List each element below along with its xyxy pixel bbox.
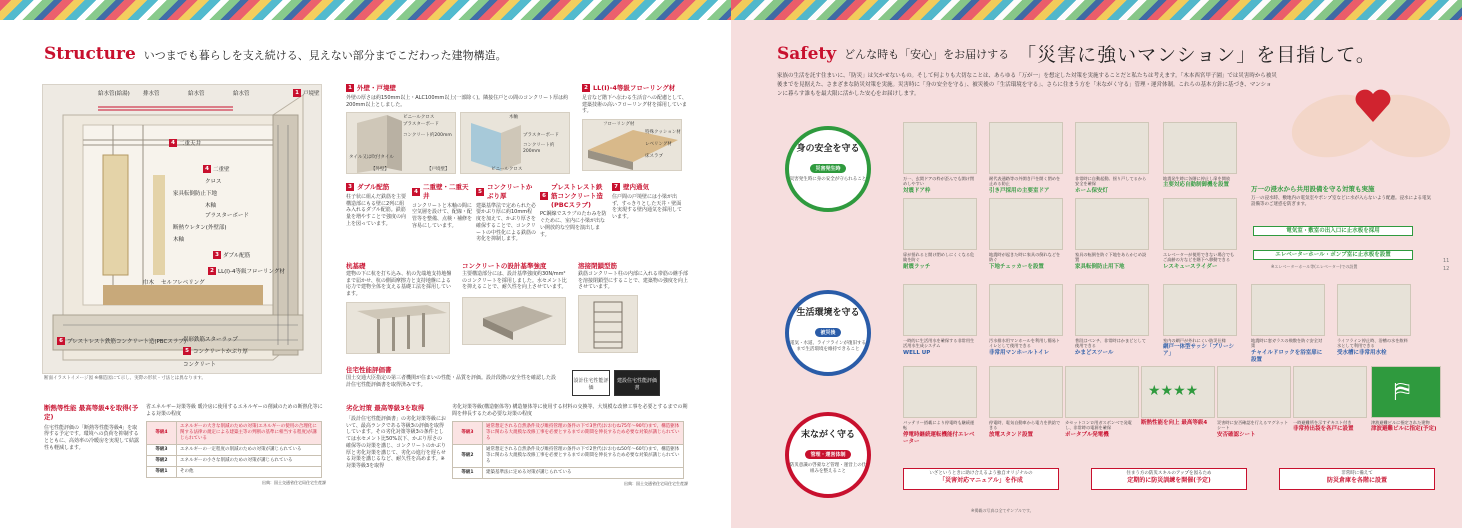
card-number: 7 [612, 183, 620, 191]
card-text: 建築基準法で定められた必要かぶり厚に約10mm程度を加えて、かぶり厚さを確保することで、コンクリートの中性化による鉄筋の劣化を抑制します。 [476, 202, 537, 243]
safety-item [1163, 198, 1237, 271]
deterioration-grade-card [346, 404, 446, 470]
flood-note: ※エレベーターホール等(エレベーター)での設置 [1271, 264, 1358, 269]
callout [161, 278, 205, 286]
item-photo [1217, 366, 1291, 418]
card-title: 外壁・戸境壁 [357, 84, 396, 92]
item-caption: 地震時が起きた時に家具の倒れなどを防ぐ [989, 252, 1061, 263]
item-photo [989, 198, 1063, 250]
table-row [453, 444, 684, 467]
item-photo [1251, 284, 1325, 336]
pile-foundation-title: 杭基礎 [346, 262, 366, 270]
item-name: 津波避難ビルに指定(予定) [1371, 426, 1437, 433]
item-name: 対震ドア枠 [903, 187, 931, 194]
hoop-diagram [578, 295, 638, 353]
item-photo [1163, 122, 1237, 174]
feature-card-double-rebar [346, 183, 408, 228]
insulation-grade-card [44, 404, 142, 452]
item-caption: 普段はベンチ、非常時はかまどとして使用できる [1075, 338, 1146, 349]
item-caption: カセットコンロ用ガスボンベで発電し、非常時の電源を確保 [1065, 420, 1132, 431]
energy-grade-table-block [146, 404, 326, 485]
item-caption: 万一、玄関ドアの枠が歪んでも開け閉めしやすい [903, 176, 975, 187]
callout-number: 5 [183, 347, 191, 355]
item-caption: 一時的に生活用水を確保する非常用生活用水生成システム [903, 338, 975, 349]
item-photo [989, 284, 1063, 336]
safety-item [1075, 122, 1149, 195]
item-caption: 非常時に自動起動。揺り戸してるから安全を確保 [1075, 176, 1147, 187]
item-name: チャイルドロックを浴室扉に設置 [1251, 349, 1323, 363]
item-name: 非常持出袋を各戸に設置 [1293, 426, 1354, 433]
callout-label: 家具転倒防止下地 [173, 191, 218, 197]
grade-desc-cell: その他 [177, 466, 322, 477]
partition-label: 木軸 [509, 115, 518, 121]
safety-item [1293, 366, 1367, 433]
circle-desc: 防災意識の啓蒙など管理・運営上の仕組みを整えること [789, 462, 867, 474]
card-number: 6 [540, 192, 548, 200]
feature-card-wall-ventilation [612, 183, 684, 221]
callout [183, 335, 238, 343]
wall-label: ビニールクロス [403, 115, 435, 121]
item-name: 受水槽に非常用水栓 [1337, 349, 1387, 356]
safety-item [989, 284, 1063, 357]
callout [143, 278, 154, 286]
wall-label: コンクリート約200mm [403, 133, 452, 139]
item-name: ポータブル発電機 [1065, 431, 1109, 438]
table-row [147, 455, 322, 466]
grade-cell: 等級4 [147, 421, 177, 444]
safety-item [1065, 366, 1139, 439]
flooring-label: レベリング材 [645, 142, 672, 148]
item-photo [903, 366, 977, 418]
callout-label: 戸境壁 [303, 91, 320, 97]
design-evaluation-seal: 設計住宅性能評価 [572, 370, 610, 396]
concrete-strength-card [462, 262, 570, 345]
disaster-manual-box [903, 468, 1059, 490]
feature-card-exterior-wall [346, 84, 576, 174]
callout-label: 給水管(給湯) [98, 91, 130, 97]
circle-badge: 災害発生時 [810, 164, 845, 173]
pile-foundation-card [346, 262, 454, 354]
item-photo [1075, 122, 1149, 174]
item-photo [1075, 284, 1149, 336]
safety-item [903, 366, 977, 446]
callout-label: 木軸 [205, 203, 217, 209]
pile-drawing [347, 303, 451, 355]
grade-cell: 等級3 [453, 421, 483, 444]
item-name: 断熱性能を向上 最高等級4 [1141, 420, 1208, 426]
insulation-grade-text: 住宅性能評価の「断熱等性能等級4」を取得する予定です。環境への負荷を抑制するとともに、高効率の冷暖房を実現して結露性も軽減します。 [44, 424, 140, 451]
safety-item [989, 122, 1063, 195]
grade-desc-cell: エネルギーの小さな削減のための対策が講じられている [177, 455, 322, 466]
safety-item [1075, 198, 1149, 271]
flooring-label: 床スラブ [645, 154, 663, 160]
callout-label: 二重天井 [179, 141, 202, 147]
box-line: 住まう方の防災スキルのアップを図るため [1126, 471, 1212, 476]
wall-label: 【外壁】 [371, 167, 389, 173]
circle-desc: 電気・水道、ライフラインが復旧するまで生活環境を維持できること [789, 340, 867, 352]
item-name: かまどスツール [1075, 349, 1114, 356]
card-text: 外壁の厚さは約150mm以上・ALC100mm以上(一部除く)。隣接住戸との間のコンクリート厚は約200mm以上としました。 [346, 94, 569, 108]
item-name: 放電スタンド設置 [989, 431, 1034, 438]
feature-card-double-wall [412, 183, 472, 230]
item-photo [1371, 366, 1441, 418]
item-photo [903, 198, 977, 250]
item-caption: 地震発生時に各階に停止し扉を開放 [1163, 176, 1231, 181]
item-name: ホーム保安灯 [1075, 187, 1109, 194]
item-caption: 停電時、電気自動車から電力を供給できる [989, 420, 1061, 431]
grade-desc-cell: 通常想定される自然条件及び維持管理の条件の下で3世代(おおむね75年〜90年)まで、構造躯体等に関わる大規模な改修工事を必要とするまでの期間を伸長するため必要な対策が講じられている [483, 421, 684, 444]
item-caption: 地震時に窓ガラスの飛散を防ぐ安全対策 [1251, 338, 1323, 349]
item-caption: 災害時に安否確認を行えるマグネットシート [1217, 420, 1289, 431]
item-photo [903, 122, 977, 174]
callout-label: 排水管 [143, 91, 160, 97]
box-bold: 「災害対応マニュアル」を作成 [939, 476, 1023, 484]
card-title: コンクリートかぶり厚 [487, 183, 533, 200]
deterioration-source: 出典：国土交通省住宅局住宅生産課 [624, 480, 688, 486]
callout-label: 異形鉄筋スターラップ [183, 337, 238, 343]
card-number: 4 [412, 188, 420, 196]
grade-cell: 等級1 [453, 467, 483, 478]
callout [57, 337, 186, 345]
closed-hoop-card [578, 262, 688, 353]
safety-intro: 家族の生活を託す住まいに、「防災」は欠かせないもの。そして何よりも大切なことは、あらゆる「万が一」を想定した対策を実施することだと私たちは考えます。「木本西宮甲子園」では災害時から被災後までを見据えた、さまざまな防災対策を実施。災害時に「身の安全を守る」、被災後の「生活環境を守る」、さらに住まう方を「末ながく守る」管理・運営体制。これらの基本方針に基づき、マンションに暮らす誰もを最大限に活かした安心をお届けします。 [777, 73, 1277, 97]
stars-icon: ★★★★ [1148, 383, 1199, 399]
callout-label: プラスターボード [205, 213, 249, 219]
item-photo [1337, 284, 1411, 336]
structure-title-jp: いつまでも暮らしを支え続ける、見えない部分までこだわった建物構造。 [143, 49, 507, 62]
circle-badge: 被災後 [815, 328, 840, 337]
deterioration-table-head: 劣化対策等級(構造躯体等) 構造躯体等に使用する材料の交換等、大規模な改修工事を必要とするまでの期間を伸長するため必要な対策の程度 [452, 404, 688, 417]
safety-item [1141, 366, 1215, 427]
item-caption: バッテリー搭載により停電時も継続運転 [903, 420, 975, 431]
table-row [147, 444, 322, 455]
page-right-safety [731, 0, 1462, 528]
circle-title: 生活環境を守る [796, 308, 860, 318]
illustration-note: 断面イラストイメージ図 ※構造図にて示し、実際の形状・寸法とは異なります。 [44, 376, 206, 381]
card-number: 2 [582, 84, 590, 92]
page-number: 11 [1443, 258, 1450, 264]
callout-label: クロス [205, 179, 222, 185]
callout [233, 89, 250, 97]
safety-item [1251, 284, 1325, 364]
evaluation-title: 住宅性能評価書 [346, 366, 392, 374]
card-text: 住戸間の戸境壁には小梁が出ず、すっきりとした天井・壁面を実現する壁内通気を採用しています。 [612, 193, 683, 221]
callout-label: 給水管 [233, 91, 250, 97]
grade-desc-cell: 建築基準法に定める対策が講じられている [483, 467, 684, 478]
grade-desc-cell: エネルギーの一定程度の削減のための対策が講じられている [177, 444, 322, 455]
disaster-storage-box [1279, 468, 1435, 490]
deterioration-title: 劣化対策 最高等級3を取得 [346, 404, 425, 412]
callout-number: 3 [213, 251, 221, 259]
grade-cell: 等級2 [453, 444, 483, 467]
callout-label: 二重壁 [213, 167, 230, 173]
callout-number: 4 [203, 165, 211, 173]
card-text: コンクリートと木軸の間に空気層を設けて、配線・配管等を整備、点検・補修を容易にしています。 [412, 202, 473, 229]
feature-card-pbc-slab [540, 183, 608, 238]
card-number: 1 [346, 84, 354, 92]
safety-item [989, 198, 1063, 271]
callout [205, 201, 216, 209]
table-row [147, 466, 322, 477]
safety-header [777, 40, 1376, 67]
item-name: 停電時継続運転機能付エレベーター [903, 431, 975, 445]
item-name: 家具転倒防止用下地 [1075, 263, 1125, 270]
construction-evaluation-seal: 建設住宅性能評価書 [614, 370, 660, 396]
callout [183, 347, 248, 355]
table-row [453, 421, 684, 444]
concrete-drawing [463, 298, 567, 346]
callout [173, 189, 217, 197]
callout-label: ダブル配筋 [223, 253, 251, 259]
flood-title: 万一の浸水から共用設備を守る対策も実施 [1251, 185, 1375, 193]
card-number: 5 [476, 188, 484, 196]
safety-item [1371, 366, 1441, 433]
safety-item [1163, 284, 1237, 358]
insulation-grade-title: 断熱等性能 最高等級4を取得(予定) [44, 404, 139, 421]
closed-hoop-title: 溶接閉鎖型筋 [578, 262, 617, 270]
item-caption: ライフライン停止時、浴槽の水を飲料水として利用できる [1337, 338, 1408, 349]
wall-section-diagram [346, 112, 456, 174]
card-text: 足音など階下へ伝わる生活音への配慮として、建築技術の高いフローリング材を採用しています。 [582, 94, 687, 115]
safety-item [903, 284, 977, 357]
item-photo [903, 284, 977, 336]
card-title: ダブル配筋 [357, 183, 390, 191]
callout [203, 165, 230, 173]
grade-cell: 等級3 [147, 444, 177, 455]
callout [173, 223, 227, 231]
callout [293, 89, 320, 97]
decorative-stripe [731, 0, 1462, 20]
item-photo [1163, 284, 1237, 336]
item-caption: 汚水排水用マンホールを利用し簡易トイレとして使用できる [989, 338, 1061, 349]
safety-headline: 「災害に強いマンション」を目指して。 [1017, 44, 1376, 66]
safety-item [1075, 284, 1149, 357]
heart-icon [1353, 86, 1393, 126]
callout [205, 211, 249, 219]
item-photo [989, 122, 1063, 174]
card-text: 柱子状に組んだ鉄筋を主要構造部にもる壁に2列に組み入れるダブル配筋。鉄筋量を増やすことで強度の向上を図っています。 [346, 193, 407, 227]
circle-protect-long-term [785, 412, 871, 498]
pile-foundation-text: 建物の下に杭を打ち込み、杭の先端地支持地盤まで届かせ、杭の側面摩擦力と支持地盤による応力で建物全体を支える基礎工法を採用しています。 [346, 270, 452, 298]
item-photo [1141, 366, 1215, 418]
item-caption: 一時避難所を示すテキスト付き [1293, 420, 1352, 425]
flood-bar-2: エレベーターホール・ポンプ室に止水板を設置 [1253, 250, 1413, 260]
deterioration-text: 「設計住宅性能評価書」の劣化対策等級において、最高ランクである等級3の評価を取得しています。その劣化対策等級3の条件としては水セメント比50%以下、かぶり厚さの確保等の対策を講じ、コンクリートのかぶり厚と劣化対策を講じて、劣化の進行を遅らせる対策を講じるなど、耐久性を高めます。※対策等級3を取得 [346, 415, 447, 470]
circle-badge: 管理・運営体制 [805, 450, 850, 459]
safety-item [989, 366, 1063, 439]
item-photo [1065, 366, 1139, 418]
circle-protect-safety [785, 126, 871, 212]
card-title: LL(I)-4等級フローリング材 [593, 84, 676, 92]
callout-label: 木軸 [173, 237, 185, 243]
flood-bar-1: 電気室・敷室の出入口に止水板を採用 [1253, 226, 1413, 236]
box-bold: 定期的に防災訓練を開催(予定) [1127, 476, 1211, 484]
callout-number: 1 [293, 89, 301, 97]
callout [188, 89, 205, 97]
performance-evaluation-card [346, 366, 556, 388]
flooring-label: フローリング材 [603, 122, 635, 128]
concrete-strength-text: 主要構造部分には、設計基準強度約30N/mm²のコンクリートを採用しました。水セメント比を抑えることで、耐久性を向上させています。 [462, 270, 567, 291]
flood-protection-block [1251, 184, 1431, 208]
callout [205, 177, 222, 185]
structure-header [44, 44, 507, 64]
closed-hoop-text: 鉄筋コンクリート柱の内部に入れる帯筋の継手部を溶接閉鎖型にすることで、建築物の強度を向上させています。 [578, 270, 688, 291]
wall-label: プラスターボード [403, 122, 439, 128]
item-name: 非常用マンホールトイレ [989, 349, 1050, 356]
item-name: 主要対応自動制御機を設置 [1163, 182, 1230, 189]
energy-grade-table [146, 421, 322, 478]
grade-desc-cell: エネルギーの大きな削減のための対策(エネルギーの使用の合理化に関する法律の規定による建築主等の判断の基準に相当する程度)が講じられている [177, 421, 322, 444]
flooring-label: 特殊クッション材 [645, 130, 681, 136]
item-caption: 津波避難ビルに指定された建物 [1371, 420, 1430, 425]
item-name: WELL UP [903, 349, 931, 356]
card-text: PC鋼線でスラブのたわみを防ぐために、室内に小梁が出ない開放的な空間を演出します。 [540, 211, 607, 238]
safety-item [903, 122, 977, 195]
grade-cell: 等級1 [147, 466, 177, 477]
callout [143, 89, 160, 97]
hoop-drawing [579, 296, 639, 354]
hands-heart-image [1281, 66, 1456, 176]
card-title: 二重壁・二重天井 [423, 183, 469, 200]
grade-cell: 等級2 [147, 455, 177, 466]
item-photo [1163, 198, 1237, 250]
building-cutaway-illustration [42, 84, 322, 374]
box-line: 非常時に備えて [1341, 471, 1373, 476]
item-caption: 室内の網戸が外れにくい防災仕様 [1163, 338, 1226, 343]
callout [183, 360, 216, 368]
box-line: いざというときに助け合えるよう独自オリジナルの [929, 471, 1033, 476]
wall-section-drawing [347, 113, 457, 175]
energy-source: 出典：国土交通省住宅局住宅生産課 [262, 479, 326, 485]
callout-label: コンクリートかぶり厚 [193, 349, 248, 355]
item-name: 耐震ラッチ [903, 263, 931, 270]
callout-label: 断熱ウレタン(外壁部) [173, 225, 227, 231]
safety-subtitle: どんな時も「安心」をお届けする [844, 47, 1010, 61]
callout-number: 4 [169, 139, 177, 147]
item-name: 安否確認シート [1217, 431, 1256, 438]
page-number: 12 [1443, 266, 1450, 272]
concrete-diagram [462, 297, 566, 345]
safety-item [1163, 122, 1237, 189]
callout-label: セルフレベリング [161, 280, 205, 286]
callout [98, 89, 130, 97]
item-name: 引き戸採用の主要室ドア [989, 187, 1050, 194]
circle-desc: 災害発生時に身の安全が守られること [789, 176, 867, 182]
item-caption: 家具の転倒を防ぐ下地をあらかじめ設置 [1075, 252, 1147, 263]
feature-card-concrete-cover [476, 183, 536, 243]
concrete-strength-title: コンクリートの設計基準強度 [462, 262, 547, 270]
safety-item [1217, 366, 1291, 439]
page-footnote: ※掲載の写真は全てサンプルです。 [971, 508, 1034, 513]
card-title: プレストレスト鉄筋コンクリート造(PBCスラブ) [551, 183, 603, 209]
item-photo [1293, 366, 1367, 418]
item-caption: 耐代表通路等の外開き戸を開く閉めを止める防止 [989, 176, 1061, 187]
callout-label: 給水管 [188, 91, 205, 97]
table-row [453, 467, 684, 478]
callout-label: プレストレスト鉄筋コンクリート造(PBCスラブ) [67, 339, 186, 345]
pile-diagram [346, 302, 450, 354]
callout-number: 6 [57, 337, 65, 345]
callout-label: 巾木 [143, 280, 155, 286]
callout [213, 251, 250, 259]
item-name: 下地チェッカーを設置 [989, 263, 1044, 270]
callout-label: LL(I)-4等級フローリング材 [218, 269, 285, 275]
wall-label: 【戸境壁】 [427, 167, 450, 173]
partition-label: コンクリート約200mm [523, 143, 555, 155]
decorative-stripe [0, 0, 731, 20]
callout-label: コンクリート [183, 362, 216, 368]
safety-item [903, 198, 977, 271]
flood-text: 万一の浸水時、敷地内の電気室やポンプ室などに水が入らないよう配慮。浸水による電気設備等のご迷惑を防ぎます。 [1251, 196, 1431, 208]
evaluation-text: 国土交通大臣指定の第三者機関が住まいの性能・品質を評価。設計段階の安全性を確認した設計住宅性能評価書を取得済みです。 [346, 374, 557, 388]
item-caption: 扉が揺れると開け閉めしにくくなる危険を防ぐ [903, 252, 975, 263]
item-photo [989, 366, 1063, 418]
card-title: 壁内通気 [623, 183, 649, 191]
callout-number: 2 [208, 267, 216, 275]
structure-title-en: Structure [44, 44, 136, 64]
partition-label: プラスターボード [523, 133, 559, 139]
item-name: レスキュースライダー [1163, 263, 1218, 270]
circle-protect-living [785, 290, 871, 376]
disaster-drill-box [1091, 468, 1247, 490]
circle-title: 末ながく守る [800, 430, 855, 440]
table-row [147, 421, 322, 444]
evacuation-icon: ⛿ [1394, 379, 1410, 404]
card-number: 3 [346, 183, 354, 191]
box-bold: 防災倉庫を各階に設置 [1326, 476, 1387, 484]
safety-item [1337, 284, 1411, 357]
flooring-diagram [582, 119, 682, 171]
callout [208, 267, 285, 275]
item-photo [1075, 198, 1149, 250]
grade-desc-cell: 通常想定される自然条件及び維持管理の条件の下で2世代(おおむね50年〜60年)まで、構造躯体等に関わる大規模な改修工事を必要とするまでの期間を伸長するため必要な対策が講じられている [483, 444, 684, 467]
feature-card-flooring [582, 84, 687, 171]
energy-table-head: 省エネルギー対策等級 暖冷房に使用するエネルギーの削減のための断熱化等による対策の程度 [146, 404, 323, 417]
callout [169, 139, 201, 147]
deterioration-table-block [452, 404, 688, 486]
item-caption: エレベーターが使用できない場合でもご高齢の方などを階下へ移動できる [1163, 252, 1235, 263]
item-name: 網戸一体型サッシ「ブリーシア」 [1163, 344, 1235, 358]
safety-title-en: Safety [777, 43, 837, 64]
partition-label: ビニールクロス [491, 167, 523, 173]
callout [173, 235, 184, 243]
partition-wall-diagram [460, 112, 570, 174]
wall-label: タイル又は吹付タイル [349, 155, 394, 161]
circle-title: 身の安全を守る [796, 144, 860, 154]
deterioration-grade-table [452, 421, 684, 479]
